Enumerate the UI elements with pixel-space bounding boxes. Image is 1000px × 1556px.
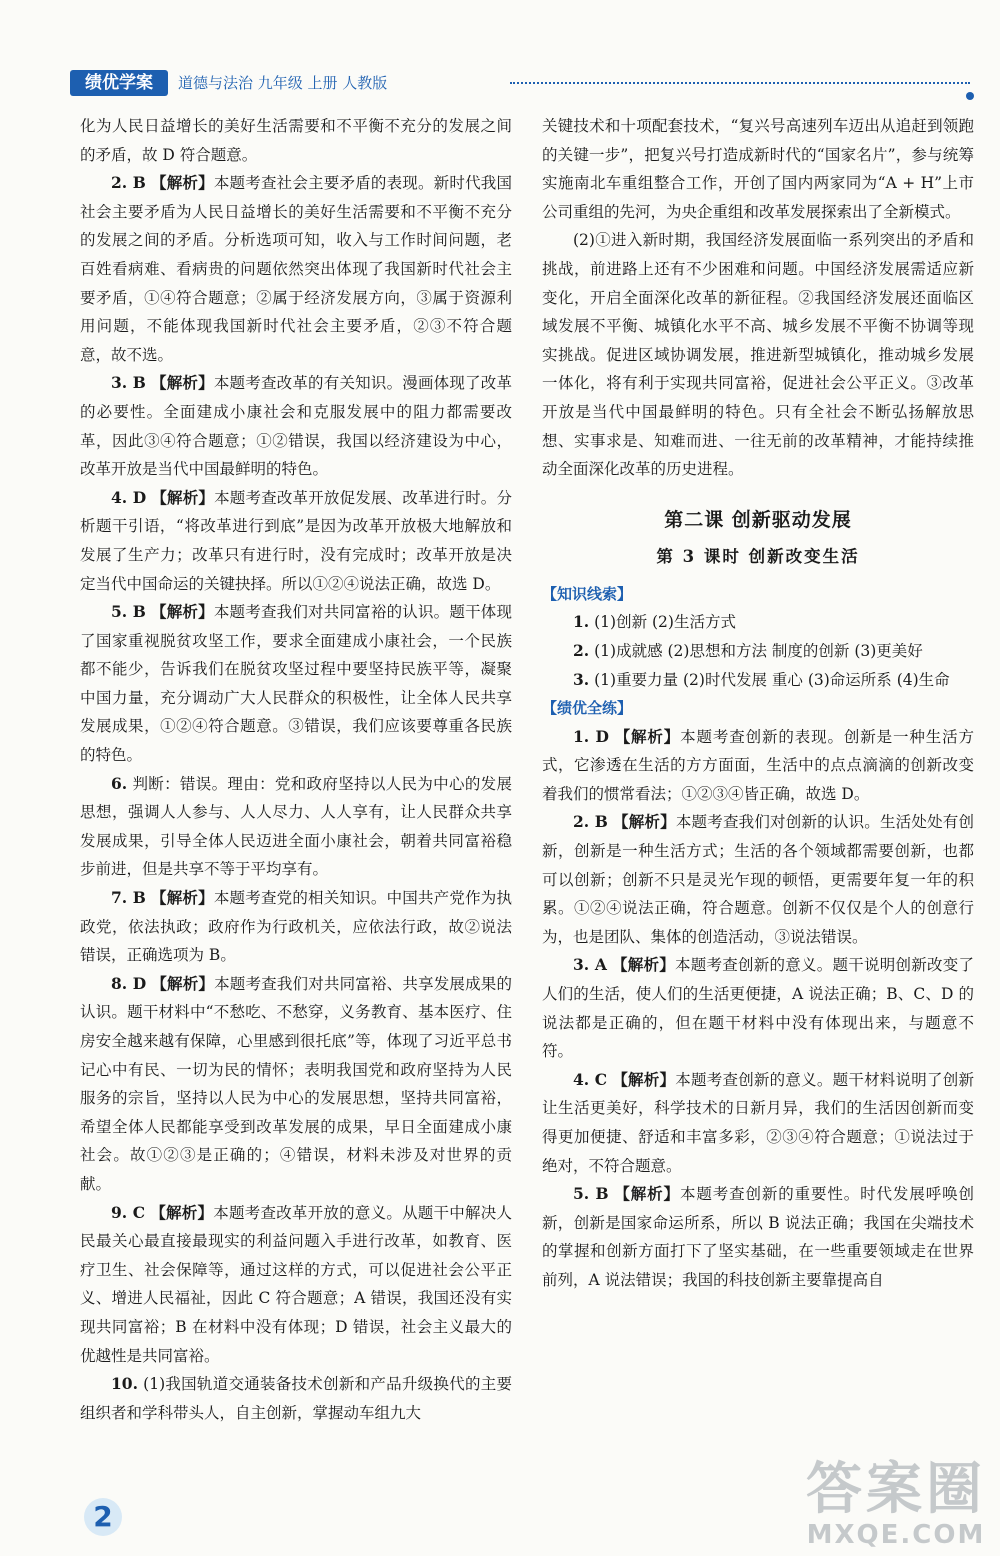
item-number: 1. D [573, 726, 609, 746]
answer-paragraph [542, 1066, 974, 1180]
site-watermark [806, 1457, 986, 1550]
answer-text: 本题考查创新的重要性。时代发展呼唤创新，创新是国家命运所系，所以 B 说法正确；我国在尖端技术的掌握和创新方面打下了坚实基础，在一些重要领域走在世界前列，A 说法错误；我国的科技创新主要靠提高自 [542, 1185, 974, 1289]
answer-paragraph [80, 112, 512, 169]
analysis-tag: 【解析】 [614, 1184, 680, 1204]
answer-paragraph [80, 770, 512, 884]
answer-paragraph [80, 1199, 512, 1371]
item-number: 7. B [111, 888, 146, 908]
analysis-tag: 【解析】 [150, 1202, 214, 1222]
answer-paragraph [80, 1370, 512, 1427]
analysis-tag: 【解析】 [151, 602, 214, 622]
answer-paragraph [80, 369, 512, 483]
section-practice: 【绩优全练】 [542, 699, 633, 718]
answer-paragraph [542, 608, 974, 637]
item-number: 10. [111, 1374, 138, 1394]
analysis-tag: 【解析】 [612, 955, 676, 975]
item-number: 2. B [111, 173, 146, 193]
watermark-url: MXQE.COM [806, 1520, 986, 1550]
answer-text: 本题考查创新的意义。题干材料说明了创新让生活更美好，科学技术的日新月异，我们的生活因创新而变得更加便捷、舒适和丰富多彩，②③④符合题意；①说法过于绝对，不符合题意。 [542, 1070, 974, 1175]
answer-paragraph [542, 808, 974, 951]
analysis-tag: 【解析】 [613, 812, 676, 832]
answer-paragraph [542, 666, 974, 695]
section-knowledge-clues: 【知识线索】 [542, 584, 633, 603]
answer-text: 关键技术和十项配套技术，“复兴号高速列车迈出从追赶到领跑的关键一步”，把复兴号打造成新时代的“国家名片”，参与统筹实施南北车重组整合工作，开创了国内两家同为“A + H”上市公司重组的先河，为央企重组和改革发展探索出了全新模式。 [542, 117, 974, 221]
analysis-tag: 【解析】 [614, 726, 681, 746]
answer-text: 本题考查我们对共同富裕的认识。题干体现了国家重视脱贫攻坚工作，要求全面建成小康社会，一个民族都不能少，告诉我们在脱贫攻坚过程中要坚持民族平等，凝聚中国力量，充分调动广大人民群众的积极性，让全体人民共享发展成果，①②④符合题意。③错误，我们应该要尊重各民族的特色。 [80, 603, 512, 765]
analysis-tag: 【解析】 [151, 888, 214, 908]
item-number: 5. B [111, 602, 146, 622]
answer-paragraph [80, 970, 512, 1199]
right-column [542, 112, 974, 1295]
page-number: 2 [84, 1498, 122, 1536]
answer-text: (1)成就感 (2)思想和方法 制度的创新 (3)更美好 [594, 641, 923, 660]
item-number: 2. B [573, 812, 608, 832]
item-number: 6. [111, 773, 128, 793]
left-column [80, 112, 512, 1427]
answer-text: 本题考查我们对共同富裕、共享发展成果的认识。题干材料中“不愁吃、不愁穿，义务教育、基本医疗、住房安全越来越有保障，心里感到很托底”等，体现了习近平总书记心中有民、一切为民的情怀；表明我国党和政府坚持为人民服务的宗旨，坚持以人民为中心的发展思想，坚持共同富裕，希望全体人民都能享受到改革发展的成果，早日全面建成小康社会。故①②③是正确的；④错误，材料未涉及对世界的贡献。 [80, 974, 512, 1193]
item-number: 3. B [111, 373, 146, 393]
watermark-logo-text: 答案圈 [806, 1457, 986, 1522]
answer-10-continued [542, 112, 974, 484]
item-number: 5. B [573, 1184, 609, 1204]
answer-text: (1)重要力量 (2)时代发展 重心 (3)命运所系 (4)生命 [594, 670, 950, 689]
item-number: 9. C [111, 1202, 146, 1222]
brand-logo: 绩优学案 [70, 70, 168, 96]
answer-text: 本题考查我们对创新的认识。生活处处有创新，创新是一种生活方式；生活的各个领域都需要创新，也都可以创新；创新不只是灵光乍现的顿悟，更需要年复一年的积累。①②④说法正确，符合题意。创新不仅仅是个人的创意行为，也是团队、集体的创造活动，③说法错误。 [542, 813, 974, 946]
analysis-tag: 【解析】 [151, 373, 214, 393]
answer-paragraph [542, 226, 974, 483]
answer-text: 本题考查社会主要矛盾的表现。新时代我国社会主要矛盾为人民日益增长的美好生活需要和不平衡不充分的发展之间的矛盾。分析选项可知，收入与工作时间问题，老百姓看病难、看病贵的问题依然突出体现了我国新时代社会主要矛盾，①④符合题意；②属于经济发展方向，③属于资源利用问题，不能体现我国新时代社会主要矛盾，②③不符合题意，故不选。 [80, 174, 512, 364]
practice-list [542, 723, 974, 1295]
answer-text: (1)创新 (2)生活方式 [594, 613, 736, 632]
item-number: 4. D [111, 487, 147, 507]
answer-paragraph [542, 112, 974, 226]
analysis-tag: 【解析】 [612, 1069, 676, 1089]
answer-paragraph [80, 884, 512, 970]
lesson-title: 第二课 创新驱动发展 [664, 508, 852, 531]
answer-text: (2)①进入新时期，我国经济发展面临一系列突出的矛盾和挑战，前进路上还有不少困难和问题。中国经济发展需适应新变化，开启全面深化改革的新征程。②我国经济发展还面临区域发展不平衡、城镇化水平不高、城乡发展不平衡不协调等现实挑战。促进区域协调发展，推进新型城镇化，推动城乡发展一体化，将有利于实现共同富裕，促进社会公平正义。③改革开放是当代中国最鲜明的特色。只有全社会不断弘扬解放思想、实事求是、知难而进、一往无前的改革精神，才能持续推动全面深化改革的历史进程。 [542, 231, 974, 479]
answer-text: 化为人民日益增长的美好生活需要和不平衡不充分的发展之间的矛盾，故 D 符合题意。 [80, 117, 512, 164]
page-header [70, 70, 970, 100]
period-title: 第 3 课时 创新改变生活 [656, 546, 860, 566]
rule-end-dot [966, 92, 974, 100]
answer-paragraph [80, 169, 512, 369]
answer-text: 本题考查创新的意义。题干说明创新改变了人们的生活，使人们的生活更便捷，A 说法正确；B、C、D 的说法都是正确的，但在题干材料中没有体现出来，与题意不符。 [542, 956, 974, 1061]
answer-text: (1)我国轨道交通装备技术创新和产品升级换代的主要组织者和学科带头人，自主创新，掌握动车组九大 [80, 1375, 512, 1422]
analysis-tag: 【解析】 [151, 487, 215, 507]
answer-paragraph [542, 723, 974, 809]
header-dotted-rule [510, 82, 970, 84]
analysis-tag: 【解析】 [151, 973, 215, 993]
answer-text: 本题考查改革开放的意义。从题干中解决人民最关心最直接最现实的利益问题入手进行改革，如教育、医疗卫生、社会保障等，通过这样的方式，可以促进社会公平正义、增进人民福祉，因此 C 符合题意；A 错误，我国还没有实现共同富裕；B 在材料中没有体现；D 错误，社会主义最大的优越性是共同富裕。 [80, 1203, 512, 1365]
answer-paragraph [542, 951, 974, 1065]
answer-paragraph [542, 637, 974, 666]
knowledge-list [542, 608, 974, 694]
answer-text: 本题考查改革的有关知识。漫画体现了改革的必要性。全面建成小康社会和克服发展中的阻力都需要改革，因此③④符合题意；①②错误，我国以经济建设为中心，改革开放是当代中国最鲜明的特色。 [80, 374, 512, 479]
item-number: 4. C [573, 1069, 608, 1089]
answer-paragraph [542, 1180, 974, 1294]
subject-line: 道德与法治 九年级 上册 人教版 [178, 74, 388, 92]
answer-text: 本题考查改革开放促发展、改革进行时。分析题干引语，“将改革进行到底”是因为改革开放极大地解放和发展了生产力；改革只有进行时，没有完成时；改革开放是决定当代中国命运的关键抉择。所以①②④说法正确，故选 D。 [80, 488, 512, 593]
item-number: 2. [573, 640, 590, 660]
item-number: 3. [573, 669, 590, 689]
answer-text: 本题考查党的相关知识。中国共产党作为执政党，依法执政；政府作为行政机关，应依法行政，故②说法错误，正确选项为 B。 [80, 889, 512, 965]
answer-paragraph [80, 484, 512, 598]
analysis-tag: 【解析】 [151, 173, 214, 193]
item-number: 1. [573, 612, 590, 632]
item-number: 8. D [111, 973, 147, 993]
answer-text: 本题考查创新的表现。创新是一种生活方式，它渗透在生活的方方面面，生活中的点点滴滴的创新改变着我们的惯常看法；①②③④皆正确，故选 D。 [542, 727, 974, 803]
answer-paragraph [80, 598, 512, 770]
item-number: 3. A [573, 955, 607, 975]
answer-text: 判断：错误。理由：党和政府坚持以人民为中心的发展思想，强调人人参与、人人尽力、人人享有，让人民群众共享发展成果，引导全体人民迈进全面小康社会，朝着共同富裕稳步前进，但是共享不等于平均享有。 [80, 774, 512, 879]
